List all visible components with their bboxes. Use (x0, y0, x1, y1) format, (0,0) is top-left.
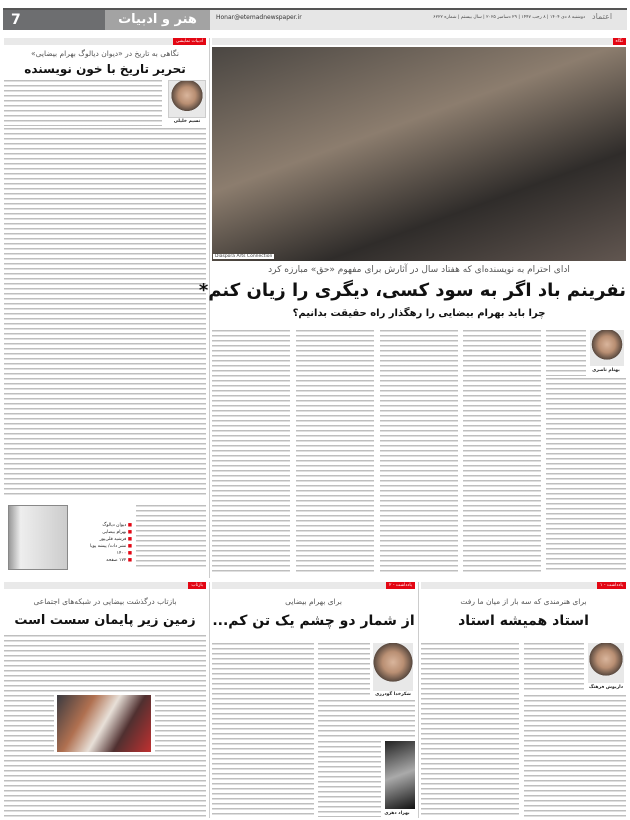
author-name: شکرخدا گودرزی (375, 692, 411, 697)
column-divider (209, 38, 210, 578)
main-photo (212, 47, 626, 261)
author-photo (168, 80, 206, 118)
article-text (546, 378, 626, 573)
article-text (296, 330, 374, 573)
article-text (4, 755, 206, 817)
article-text (524, 695, 626, 817)
photo-credit: Diaspora Arts Connection (215, 254, 273, 259)
note2-tag-bar (212, 582, 415, 589)
mourners-photo (57, 695, 151, 752)
author-name: داریوش فرهنگ (588, 685, 624, 690)
newspaper-logo: اعتماد (592, 12, 613, 21)
note1-kicker: برای هنرمندی که سه بار از میان ما رفت (460, 597, 587, 606)
section-tag: یادداشت - ۱ (597, 582, 626, 589)
article-text (421, 643, 519, 817)
date-line: دوشنبه ۸ دی ۱۴۰۴ | ۸ رجب ۱۴۴۷ | ۲۹ دسامبر ۲۰۲۵ | سال بیستم | شماره ۶۲۲۲ (433, 15, 585, 20)
article-text (4, 635, 206, 693)
section-tag: بازتاب (188, 582, 206, 589)
section-tag: یادداشت - ۲ (386, 582, 415, 589)
section-title: هنر و ادبیات (105, 10, 210, 30)
author-photo (590, 330, 624, 366)
note1-tag-bar (421, 582, 626, 589)
author-name: نسیم خلیلی (173, 119, 201, 124)
reflection-headline: زمین زیر پایمان سست است (14, 613, 196, 628)
book-year: ■ ۱۴۰۰ (70, 550, 132, 557)
author-photo (588, 643, 624, 683)
reflection-kicker: بازتاب درگذشت بیضایی در شبکه‌های اجتماعی (33, 597, 177, 606)
portrait-photo (385, 741, 415, 809)
note1-headline: استاد همیشه استاد (458, 613, 589, 629)
page-number: 7 (3, 10, 105, 30)
photo-caption: بهزاد دهری (378, 811, 416, 816)
article-text (4, 80, 162, 126)
section-tag: ادبیات نمایشی (173, 38, 206, 45)
article-text (212, 643, 314, 817)
book-cover (8, 505, 68, 570)
note2-kicker: برای بهرام بیضایی (285, 597, 342, 606)
note2-headline: از شمار دو چشم یک تن کم... (212, 613, 415, 629)
book-pages: ■ ۱۷۲ صفحه (70, 557, 132, 564)
author-name: بهنام ناصری (592, 368, 620, 373)
left-headline: تحریر تاریخ با خون نویسنده (24, 62, 186, 76)
main-tag-bar (212, 38, 626, 45)
main-subhead: چرا باید بهرام بیضایی را رهگذار راه حقیقت بدانیم؟ (292, 308, 546, 319)
article-text (136, 505, 206, 570)
left-tag-bar (4, 38, 206, 45)
article-text (212, 330, 290, 573)
article-text (546, 330, 586, 376)
section-email[interactable]: Honar@etemadnewspaper.ir (216, 14, 302, 21)
left-kicker: نگاهی به تاریخ در «دیوان دیالوگ بهرام بیضایی» (31, 49, 179, 58)
book-title: ■ دیوان دیالوگ (70, 522, 132, 529)
article-text (318, 700, 415, 740)
book-publisher: ■ نشر دات/ پیشه پویا (70, 543, 132, 550)
article-text (380, 330, 458, 573)
article-text (524, 643, 584, 693)
article-text (463, 330, 541, 573)
book-info (70, 522, 132, 564)
main-kicker: ادای احترام به نویسنده‌ای که هفتاد سال در آثارش برای مفهوم «حق» مبارزه کرد (268, 265, 570, 275)
article-text (4, 695, 54, 752)
section-tag: نگاه (613, 38, 626, 45)
article-text (4, 128, 206, 498)
main-headline: نفرینم باد اگر به سود کسی، دیگری را زیان کنم* (198, 280, 626, 301)
article-text (318, 741, 381, 817)
column-divider (418, 582, 419, 818)
book-editor: ■ فرشید قلی‌پور (70, 536, 132, 543)
article-text (155, 695, 206, 752)
author-photo (373, 643, 413, 691)
reflection-tag-bar (4, 582, 206, 589)
column-divider (209, 582, 210, 818)
article-text (318, 643, 370, 698)
book-author: ■ بهرام بیضایی (70, 529, 132, 536)
